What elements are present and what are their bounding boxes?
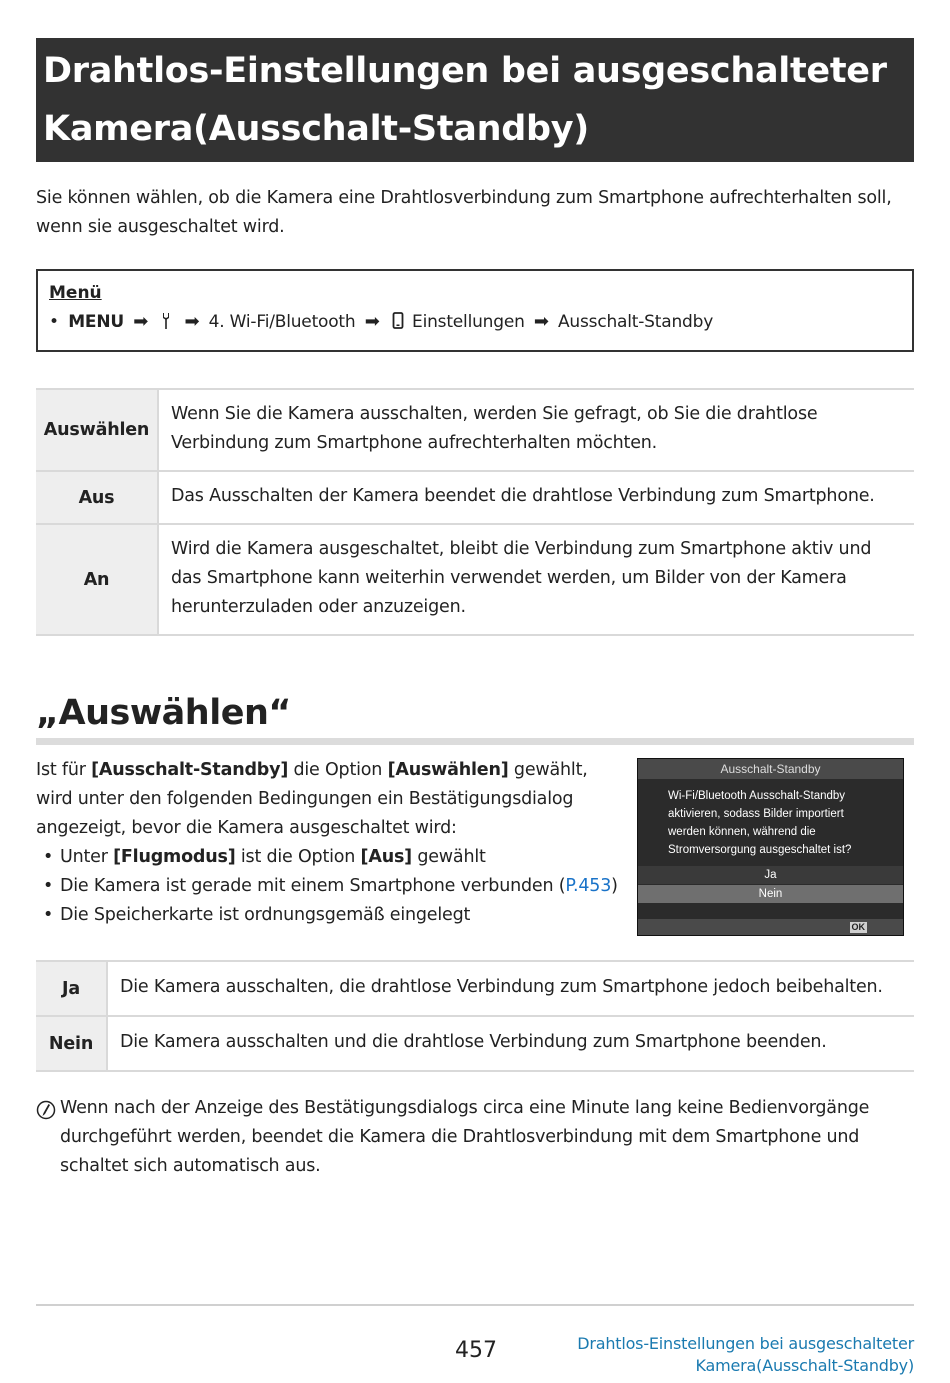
page-title-line1: Drahtlos-Einstellungen bei ausgeschalteter	[43, 51, 887, 91]
menu-target: Ausschalt-Standby	[558, 312, 714, 332]
screen-footer	[638, 919, 903, 935]
text: die Option	[288, 760, 388, 780]
footer-divider	[36, 1304, 914, 1306]
option-key: An	[36, 524, 158, 635]
description-line: Wird die Kamera ausgeschaltet, bleibt die Verbindung zum Smartphone aktiv und	[171, 539, 872, 559]
description-line: das Smartphone kann weiterhin verwendet werden, um Bilder von der Kamera	[171, 568, 847, 588]
screen-header: Ausschalt-Standby	[638, 759, 903, 779]
option-key: Aus	[36, 471, 158, 524]
table-row	[36, 961, 914, 1016]
description-line: Wenn Sie die Kamera ausschalten, werden Sie gefragt, ob Sie die drahtlose	[171, 404, 818, 424]
text: gewählt	[411, 847, 486, 867]
bold-term: [Ausschalt-Standby]	[91, 760, 289, 780]
footer-title-line: Kamera(Ausschalt-Standby)	[695, 1356, 914, 1375]
note	[36, 1094, 914, 1181]
text: ist die Option	[235, 847, 361, 867]
text: Ist für	[36, 760, 92, 780]
option-description	[158, 389, 914, 471]
arrow-right-icon: ➡	[133, 311, 149, 332]
screen-message-line: Stromversorgung ausgeschaltet ist?	[668, 844, 852, 856]
table-row	[36, 471, 914, 524]
description-line: Das Ausschalten der Kamera beendet die drahtlose Verbindung zum Smartphone.	[171, 486, 875, 506]
smartphone-icon	[392, 310, 404, 340]
table-row	[36, 1016, 914, 1071]
section-paragraph-line: angezeigt, bevor die Kamera ausgeschaltet wird:	[36, 818, 457, 838]
description-line: Verbindung zum Smartphone aufrechterhalten möchten.	[171, 433, 658, 453]
note-icon	[36, 1100, 56, 1130]
ok-icon: OK	[851, 922, 865, 932]
section-heading: „Auswählen“	[36, 693, 291, 733]
screen-message-line: Wi-Fi/Bluetooth Ausschalt-Standby	[668, 790, 846, 802]
screen-option-nein: Nein	[638, 885, 903, 903]
arrow-right-icon: ➡	[364, 311, 380, 332]
note-line: durchgeführt werden, beendet die Kamera die Drahtlosverbindung mit dem Smartphone und	[60, 1127, 860, 1147]
text: Die Kamera ist gerade mit einem Smartphone verbunden (	[60, 876, 566, 896]
text: )	[611, 876, 618, 896]
section-paragraph	[36, 756, 626, 785]
note-line: Wenn nach der Anzeige des Bestätigungsdialogs circa eine Minute lang keine Bedienvorgänge	[60, 1098, 870, 1118]
menu-path	[49, 307, 912, 340]
options-table	[36, 388, 914, 636]
text: Unter	[60, 847, 114, 867]
table-row	[36, 389, 914, 471]
screen-message-line: aktivieren, sodass Bilder importiert	[668, 808, 844, 820]
bold-term: [Flugmodus]	[113, 847, 236, 867]
menu-heading: Menü	[49, 283, 102, 303]
screen-message	[668, 787, 898, 859]
option-description	[158, 524, 914, 635]
choice-key: Ja	[36, 961, 107, 1016]
page-reference-link[interactable]: P.453	[565, 876, 612, 896]
table-row	[36, 524, 914, 635]
choice-key: Nein	[36, 1016, 107, 1071]
description-line: herunterzuladen oder anzuzeigen.	[171, 597, 466, 617]
camera-screen-image	[637, 758, 904, 936]
arrow-right-icon: ➡	[533, 311, 549, 332]
section-body	[36, 756, 626, 930]
section-divider	[36, 738, 914, 745]
list-item	[36, 872, 626, 901]
menu-box	[36, 269, 914, 352]
intro-line: Sie können wählen, ob die Kamera eine Drahtlosverbindung zum Smartphone aufrechterhalten soll,	[36, 188, 892, 208]
bullet: •	[49, 312, 59, 332]
menu-wifi: 4. Wi-Fi/Bluetooth	[208, 312, 356, 332]
section-paragraph-line: wird unter den folgenden Bedingungen ein Bestätigungsdialog	[36, 789, 574, 809]
choice-description: Die Kamera ausschalten, die drahtlose Verbindung zum Smartphone jedoch beibehalten.	[107, 961, 914, 1016]
choice-description: Die Kamera ausschalten und die drahtlose Verbindung zum Smartphone beenden.	[107, 1016, 914, 1071]
page-title-line2: Kamera(Ausschalt-Standby)	[43, 109, 589, 149]
option-description	[158, 471, 914, 524]
screen-message-line: werden können, während die	[668, 826, 816, 838]
list-item: • Die Speicherkarte ist ordnungsgemäß eingelegt	[36, 901, 626, 930]
screen-option-ja: Ja	[638, 866, 903, 884]
intro-line: wenn sie ausgeschaltet wird.	[36, 217, 285, 237]
footer-title-line: Drahtlos-Einstellungen bei ausgeschalteter	[577, 1334, 914, 1353]
title-bar	[36, 38, 914, 162]
option-key: Auswählen	[36, 389, 158, 471]
page-number: 457	[455, 1338, 497, 1363]
arrow-right-icon: ➡	[184, 311, 200, 332]
footer-section-link[interactable]	[577, 1333, 914, 1377]
bold-term: [Aus]	[360, 847, 412, 867]
note-line: schaltet sich automatisch aus.	[60, 1156, 321, 1176]
menu-label: MENU	[68, 312, 124, 332]
text: gewählt,	[508, 760, 588, 780]
bold-term: [Auswählen]	[387, 760, 509, 780]
menu-settings: Einstellungen	[412, 312, 525, 332]
wrench-icon	[160, 310, 172, 340]
intro-paragraph	[36, 184, 914, 242]
list-item	[36, 843, 626, 872]
choice-table	[36, 960, 914, 1072]
